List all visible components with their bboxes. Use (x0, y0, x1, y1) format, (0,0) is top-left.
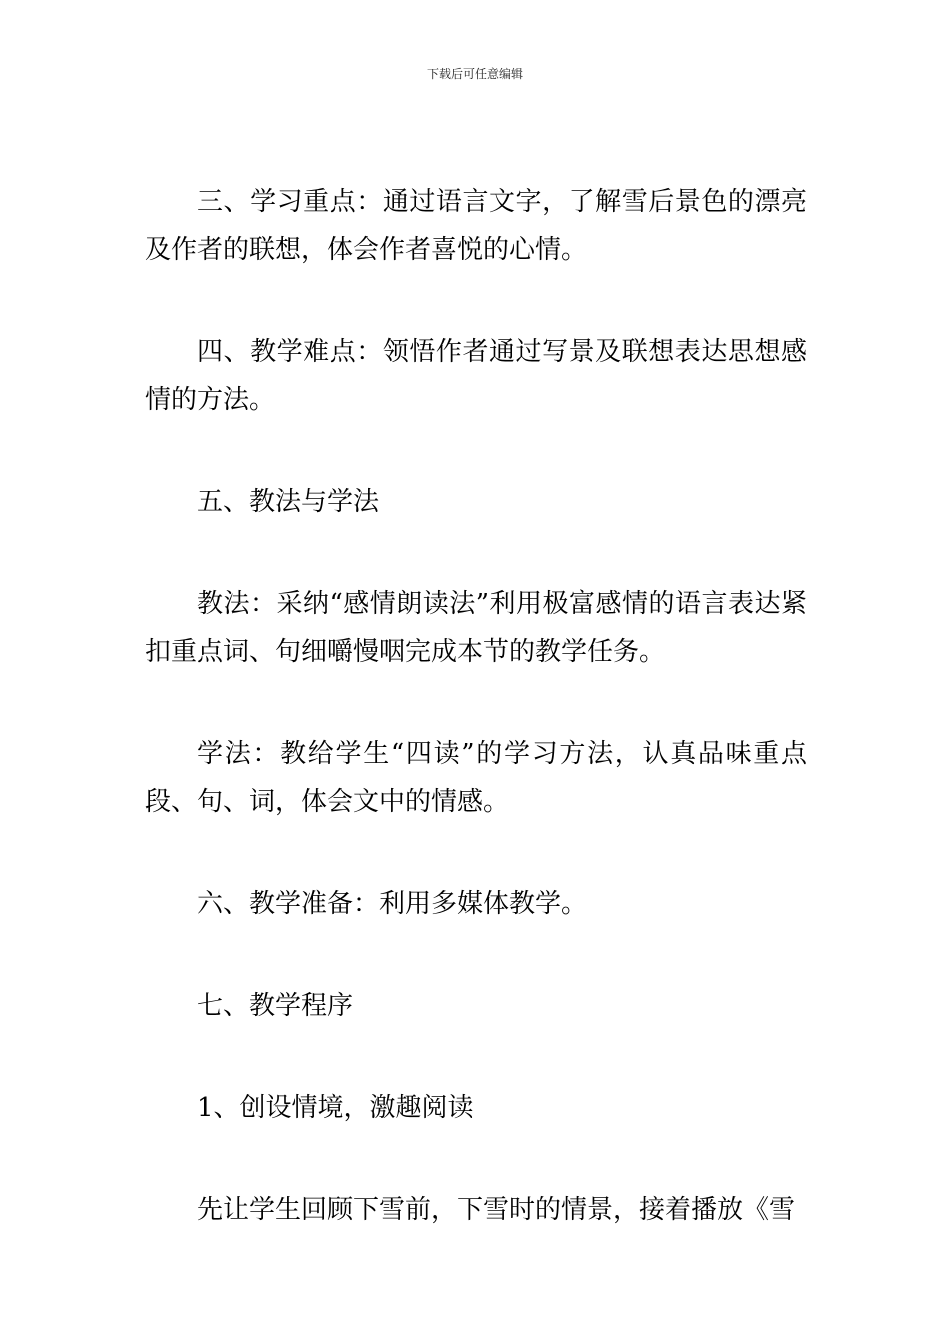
paragraph-teaching-method: 教法：采纳“感情朗读法”利用极富感情的语言表达紧扣重点词、句细嚼慢咽完成本节的教学任务。 (145, 589, 807, 667)
paragraph-step-one-detail: 先让学生回顾下雪前，下雪时的情景，接着播放《雪 (197, 1195, 796, 1225)
paragraph-learning-focus: 三、学习重点：通过语言文字，了解雪后景色的漂亮及作者的联想，体会作者喜悦的心情。 (145, 187, 807, 265)
paragraph-teaching-difficulty: 四、教学难点：领悟作者通过写景及联想表达思想感情的方法。 (145, 337, 807, 415)
paragraph-learning-method: 学法：教给学生“四读”的学习方法，认真品味重点段、句、词，体会文中的情感。 (145, 739, 807, 817)
header-note: 下载后可任意编辑 (426, 67, 523, 81)
paragraph-teaching-preparation: 六、教学准备：利用多媒体教学。 (197, 889, 588, 919)
paragraph-step-one: 1、创设情境，激趣阅读 (197, 1093, 474, 1123)
paragraph-methods-heading: 五、教法与学法 (197, 487, 380, 517)
paragraph-teaching-procedure: 七、教学程序 (197, 991, 354, 1021)
document-body (145, 178, 807, 1234)
